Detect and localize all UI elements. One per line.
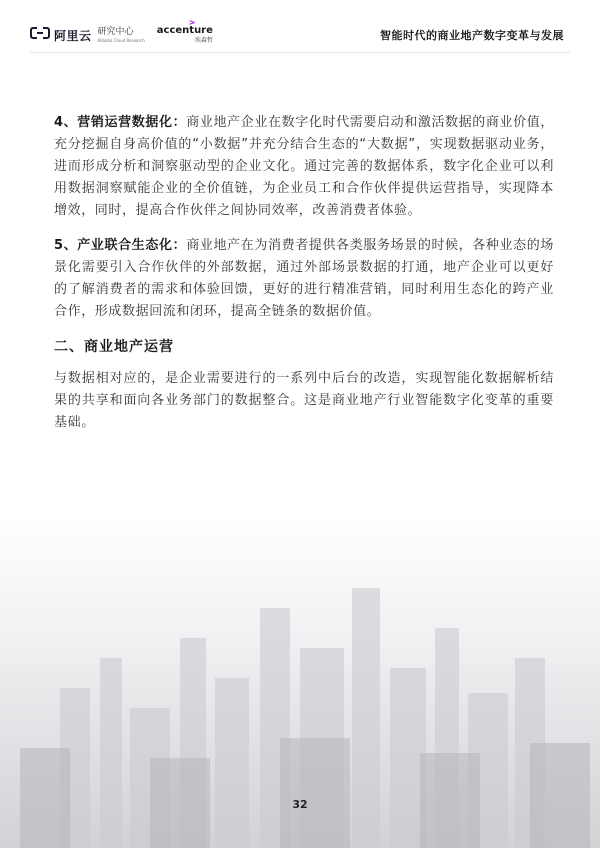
research-center-en: Alibaba Cloud Research — [97, 37, 145, 43]
logo-group — [30, 18, 213, 45]
accenture-name-en: > accenture — [156, 18, 213, 36]
paragraph-industry-ecosystem — [54, 235, 554, 323]
paragraph-label: 4、营销运营数据化： — [54, 115, 187, 130]
alibaba-cloud-logo-icon — [30, 27, 50, 43]
paragraph-body: 商业地产企业在数字化时代需要启动和激活数据的商业价值，充分挖掘自身高价值的“小数据”并充分结合生态的“大数据”，实现数据驱动业务，进而形成分析和洞察驱动型的企业文化。通过完善的数据体系，数字化企业可以利用数据洞察赋能企业的全价值链，为企业员工和合作伙伴提供运营指导，实现降本增效，同时，提高合作伙伴之间协同效率，改善消费者体验。 — [54, 115, 555, 218]
document-title: 智能时代的商业地产数字变革与发展 — [380, 29, 564, 42]
accenture-chevron-icon: > — [188, 18, 196, 27]
paragraph-label: 5、产业联合生态化： — [54, 238, 187, 253]
paragraph-body: 商业地产在为消费者提供各类服务场景的时候，各种业态的场景化需要引入合作伙伴的外部数据，通过外部场景数据的打通，地产企业可以更好的了解消费者的需求和体验回馈，更好的进行精准营销，同时利用生态化的跨产业合作，形成数据回流和闭环，提高全链条的数据价值。 — [54, 238, 555, 319]
accenture-name-cn: 埃森哲 — [194, 37, 213, 44]
research-center-label — [98, 28, 145, 43]
section-heading: 二、商业地产运营 — [54, 339, 174, 355]
paragraph-data-operations — [54, 368, 554, 434]
accenture-logo — [156, 18, 213, 44]
header-divider — [30, 52, 570, 53]
paragraph-marketing-operations — [54, 112, 554, 222]
page-content — [54, 112, 554, 447]
research-center-cn: 研究中心 — [97, 26, 134, 37]
paragraph-body: 与数据相对应的，是企业需要进行的一系列中后台的改造，实现智能化数据解析结果的共享和面向各业务部门的数据整合。这是商业地产行业智能数字化变革的重要基础。 — [54, 371, 554, 430]
page-number: 32 — [292, 798, 308, 811]
alibaba-cloud-name: 阿里云 — [54, 28, 92, 43]
page-header — [0, 0, 600, 66]
